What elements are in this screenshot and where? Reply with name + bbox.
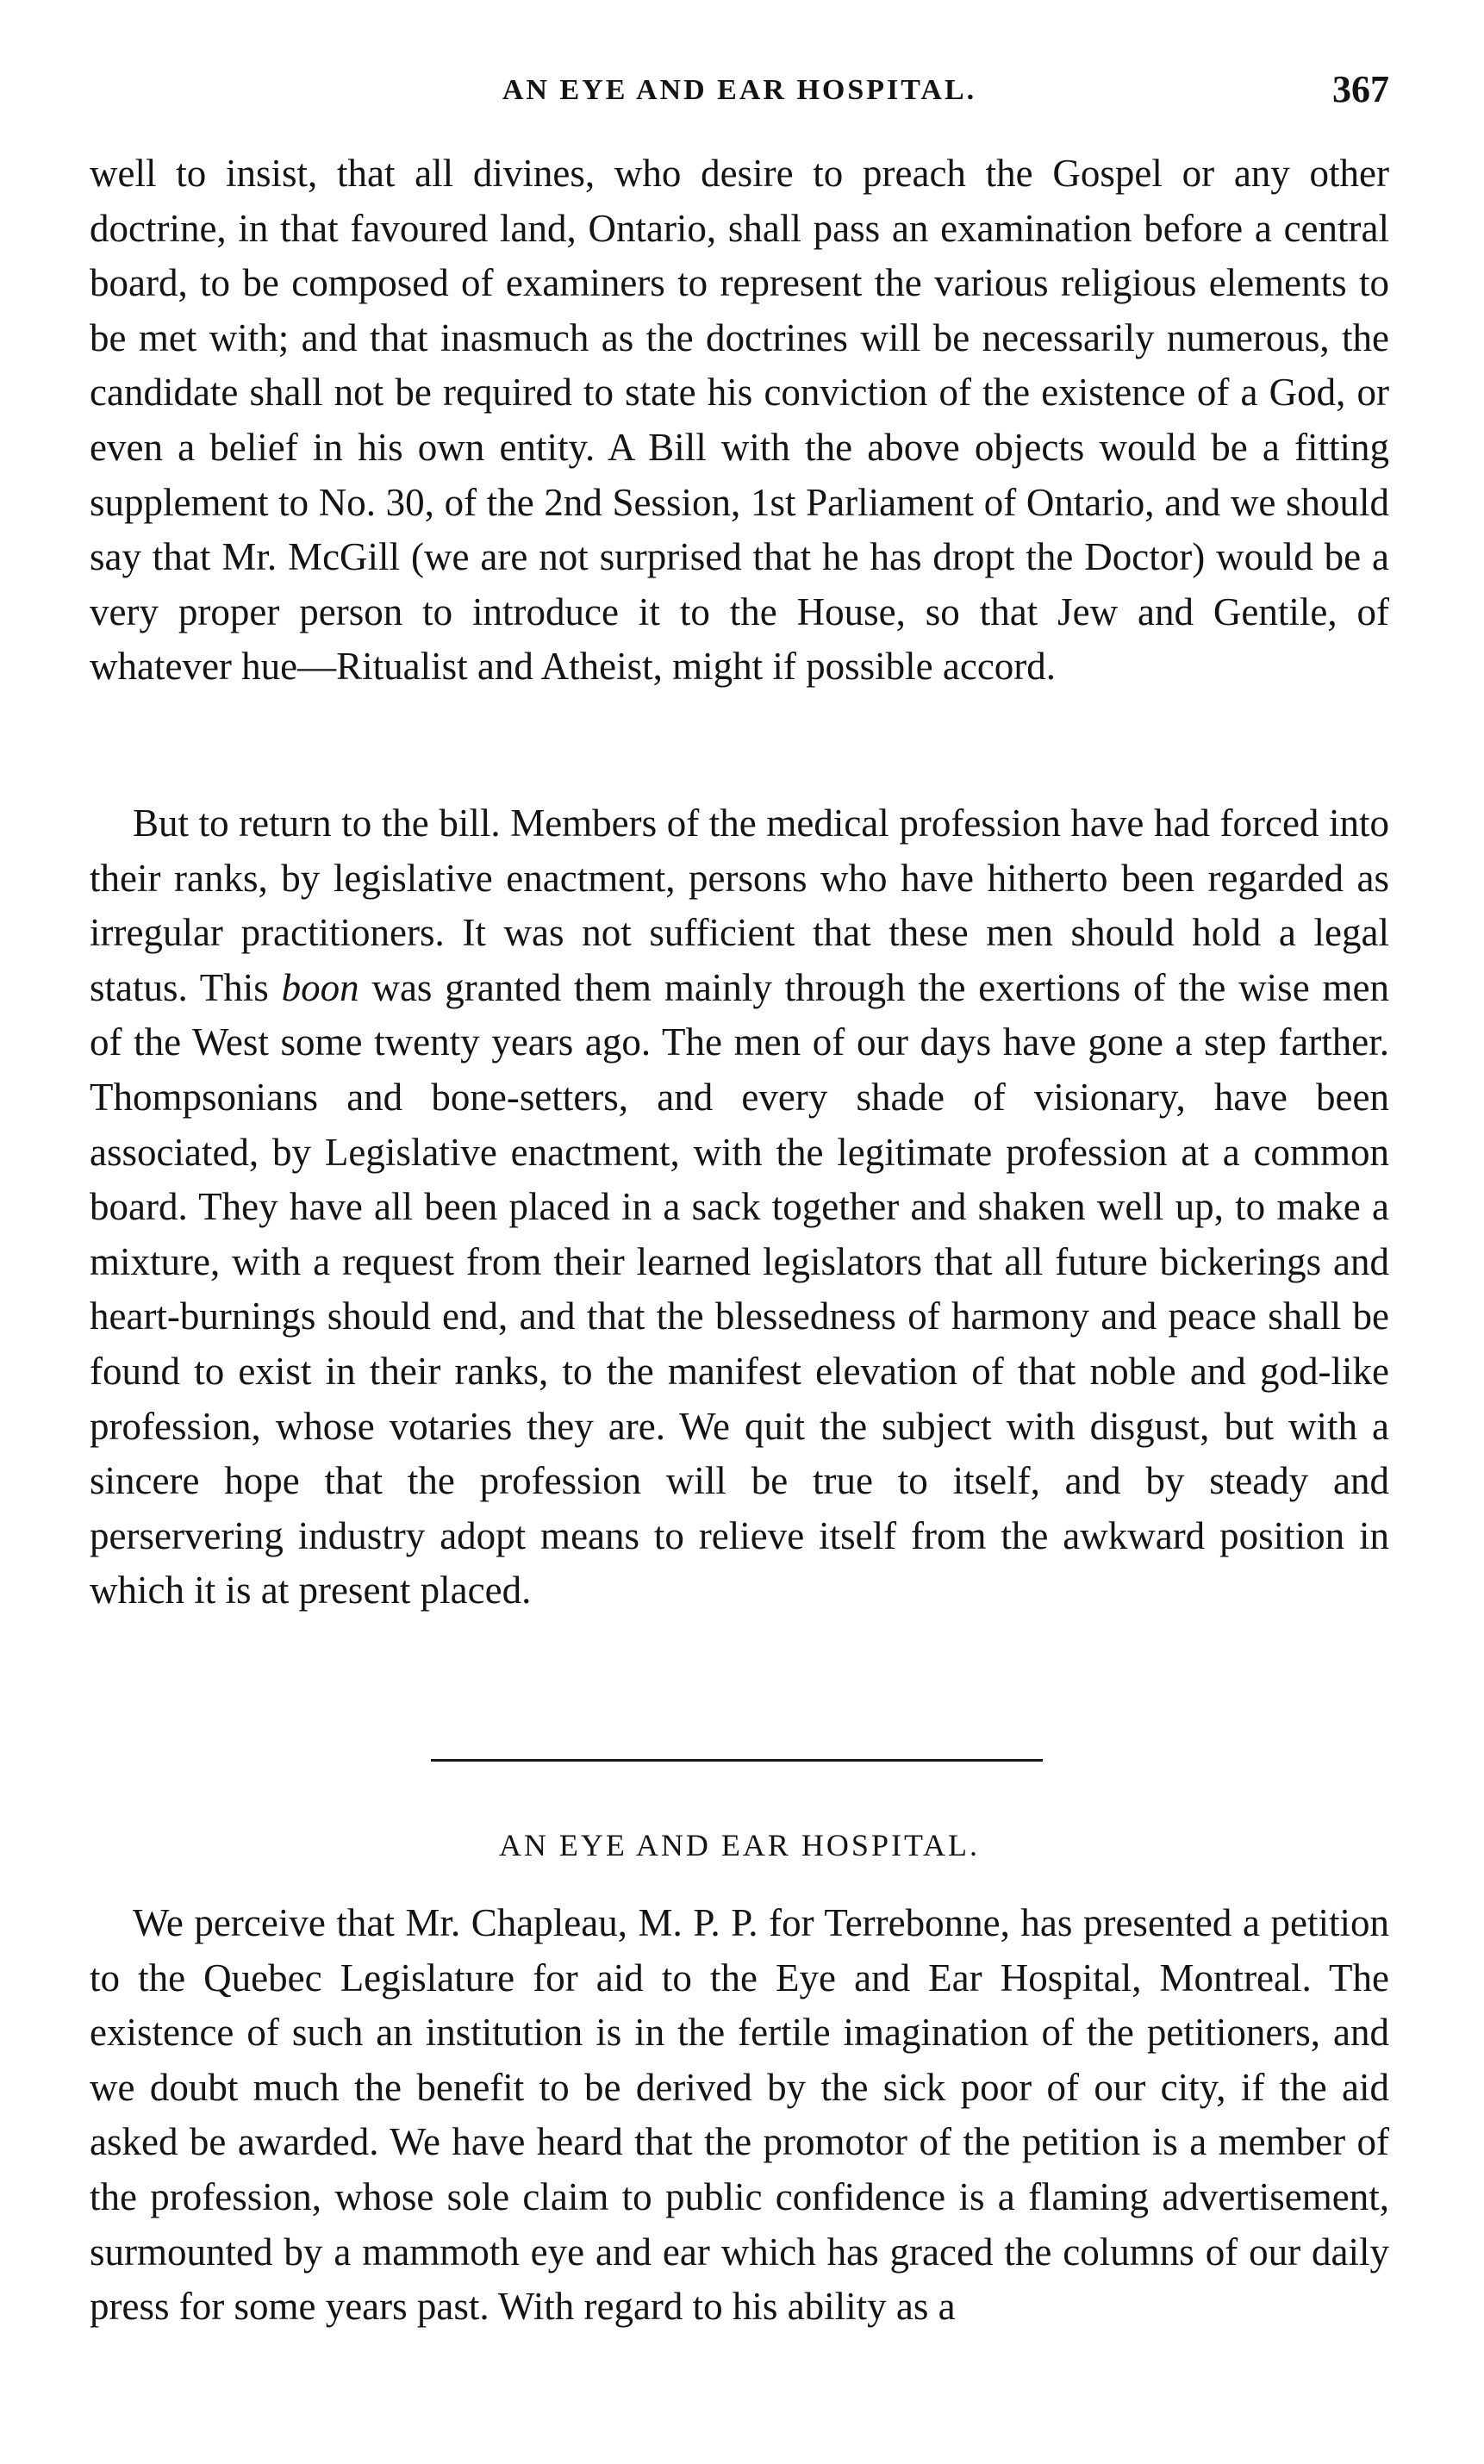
paragraph-text bbox=[90, 796, 1389, 1619]
running-title: AN EYE AND EAR HOSPITAL. bbox=[502, 74, 977, 106]
section-divider bbox=[431, 1759, 1043, 1762]
running-head bbox=[90, 67, 1389, 119]
section-paragraph bbox=[90, 1896, 1389, 2335]
continuation-paragraph bbox=[90, 147, 1389, 695]
paragraph-text-start: But to return to the bill. Members of the medical profession have had forced into their ranks, by legislative enactment, persons who have hitherto been regarded as irregular practitioners. It was not sufficient that these men should hold a legal status. This bbox=[90, 802, 1389, 1009]
page-number: 367 bbox=[1332, 68, 1389, 110]
bill-paragraph bbox=[90, 796, 1389, 1619]
paragraph-text: well to insist, that all divines, who desire to preach the Gospel or any other doctrine, in that favoured land, Ontario, shall pass an examination before a central board, to be composed of examiners to represent the various religious elements to be met with; and that inasmuch as the doctrines will be necessarily numerous, the candidate shall not be required to state his conviction of the existence of a God, or even a belief in his own entity. A Bill with the above objects would be a fitting supplement to No. 30, of the 2nd Session, 1st Parliament of Ontario, and we should say that Mr. McGill (we are not surprised that he has dropt the Doctor) would be a very proper person to introduce it to the House, so that Jew and Gentile, of whatever hue—Ritualist and Atheist, might if possible accord. bbox=[90, 152, 1389, 689]
section-heading: AN EYE AND EAR HOSPITAL. bbox=[498, 1828, 981, 1862]
paragraph-text-end: was granted them mainly through the exertions of the wise men of the West some twenty years ago. The men of our days have gone a step farther. Thompsonians and bone-setters, and every shade of visionary, have been associated, by Legislative enactment, with the legitimate profession at a common board. They have all been placed in a sack together and shaken well up, to make a mixture, with a request from their learned legislators that all future bickerings and heart-burnings should end, and that the blessedness of harmony and peace shall be found to exist in their ranks, to the manifest elevation of that noble and god-like profession, whose votaries they are. We quit the subject with disgust, but with a sincere hope that the profession will be true to itself, and by steady and perservering industry adopt means to relieve itself from the awkward position in which it is at present placed. bbox=[90, 965, 1389, 1613]
paragraph-text: We perceive that Mr. Chapleau, M. P. P. for Terrebonne, has presented a petition to the Quebec Legislature for aid to the Eye and Ear Hospital, Montreal. The existence of such an institution is in the fertile imagination of the petitioners, and we doubt much the benefit to be derived by the sick poor of our city, if the aid asked be awarded. We have heard that the promotor of the petition is a member of the profession, whose sole claim to public confidence is a flaming advertisement, surmounted by a mammoth eye and ear which has graced the columns of our daily press for some years past. With regard to his ability as a bbox=[90, 1901, 1389, 2329]
italic-word: boon bbox=[281, 965, 359, 1009]
